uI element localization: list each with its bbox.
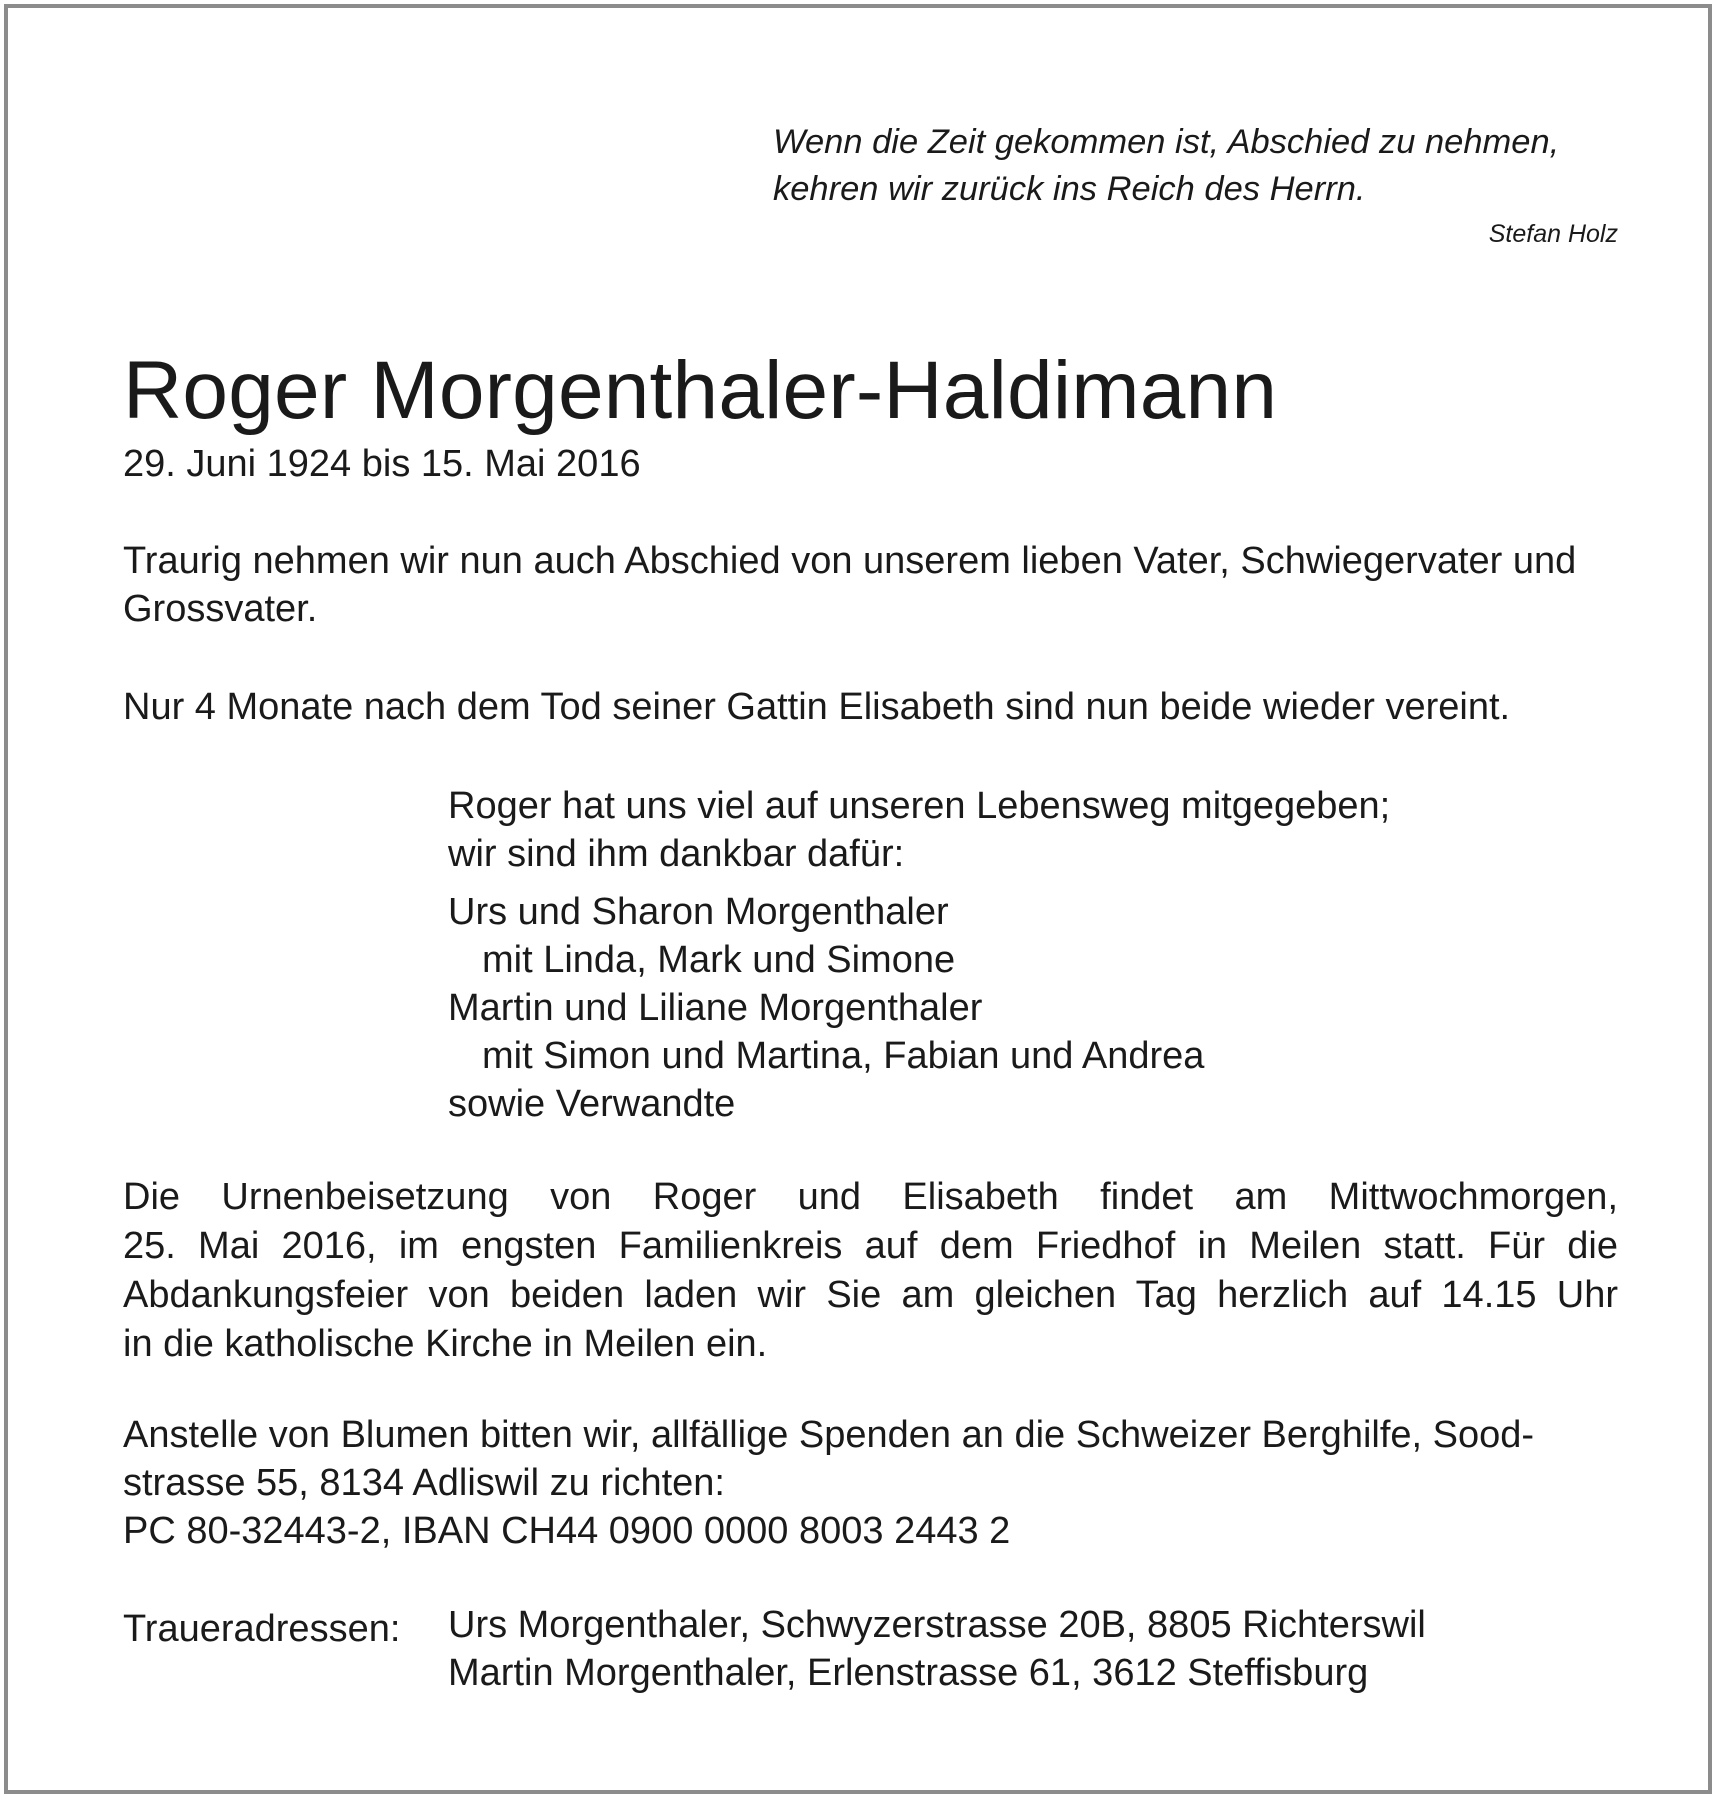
obituary-frame bbox=[4, 4, 1712, 1794]
donation-account: PC 80-32443-2, IBAN CH44 0900 0000 8003 2443 2 bbox=[123, 1510, 1011, 1552]
motto-author: Stefan Holz bbox=[1488, 220, 1618, 248]
paragraph-line: 25. Mai 2016, im engsten Familienkreis auf dem Friedhof in Meilen statt. Für die bbox=[123, 1225, 1618, 1267]
paragraph-line: Die Urnenbeisetzung von Roger und Elisabeth findet am Mittwochmorgen, bbox=[123, 1176, 1618, 1218]
paragraph-farewell: Traurig nehmen wir nun auch Abschied von unserem lieben Vater, Schwiegervater und Grossvater. bbox=[123, 540, 1577, 630]
mourners-intro-line: wir sind ihm dankbar dafür: bbox=[448, 833, 905, 875]
mourner-family: Urs und Sharon Morgenthaler bbox=[448, 891, 949, 933]
mourner-children: mit Simon und Martina, Fabian und Andrea bbox=[482, 1035, 1205, 1077]
motto-line: Wenn die Zeit gekommen ist, Abschied zu nehmen, bbox=[773, 123, 1560, 161]
mourner-family: Martin und Liliane Morgenthaler bbox=[448, 987, 983, 1029]
mourners-intro-line: Roger hat uns viel auf unseren Lebensweg mitgegeben; bbox=[448, 785, 1391, 827]
motto-quote bbox=[773, 119, 1618, 249]
paragraph-reunited: Nur 4 Monate nach dem Tod seiner Gattin Elisabeth sind nun beide wieder vereint. bbox=[123, 686, 1511, 728]
mourner-children: mit Linda, Mark und Simone bbox=[482, 939, 956, 981]
paragraph-donations bbox=[123, 1411, 1618, 1555]
life-dates: 29. Juni 1924 bis 15. Mai 2016 bbox=[123, 443, 641, 485]
address-entry: Urs Morgenthaler, Schwyzerstrasse 20B, 8805 Richterswil bbox=[448, 1604, 1426, 1646]
mourner-relatives: sowie Verwandte bbox=[448, 1083, 736, 1125]
paragraph-funeral-details bbox=[123, 1173, 1618, 1369]
paragraph-line: Abdankungsfeier von beiden laden wir Sie am gleichen Tag herzlich auf 14.15 Uhr bbox=[123, 1274, 1618, 1316]
addresses-list bbox=[448, 1601, 1426, 1697]
address-entry: Martin Morgenthaler, Erlenstrasse 61, 3612 Steffisburg bbox=[448, 1652, 1369, 1694]
paragraph-line: in die katholische Kirche in Meilen ein. bbox=[123, 1323, 768, 1365]
mourners-block bbox=[448, 782, 1390, 1128]
motto-line: kehren wir zurück ins Reich des Herrn. bbox=[773, 170, 1366, 208]
paragraph-line: strasse 55, 8134 Adliswil zu richten: bbox=[123, 1462, 725, 1504]
paragraph-line: Anstelle von Blumen bitten wir, allfällige Spenden an die Schweizer Berghilfe, Sood- bbox=[123, 1414, 1535, 1456]
deceased-name: Roger Morgenthaler-Haldimann bbox=[123, 345, 1278, 436]
addresses-label: Traueradressen: bbox=[123, 1608, 401, 1650]
